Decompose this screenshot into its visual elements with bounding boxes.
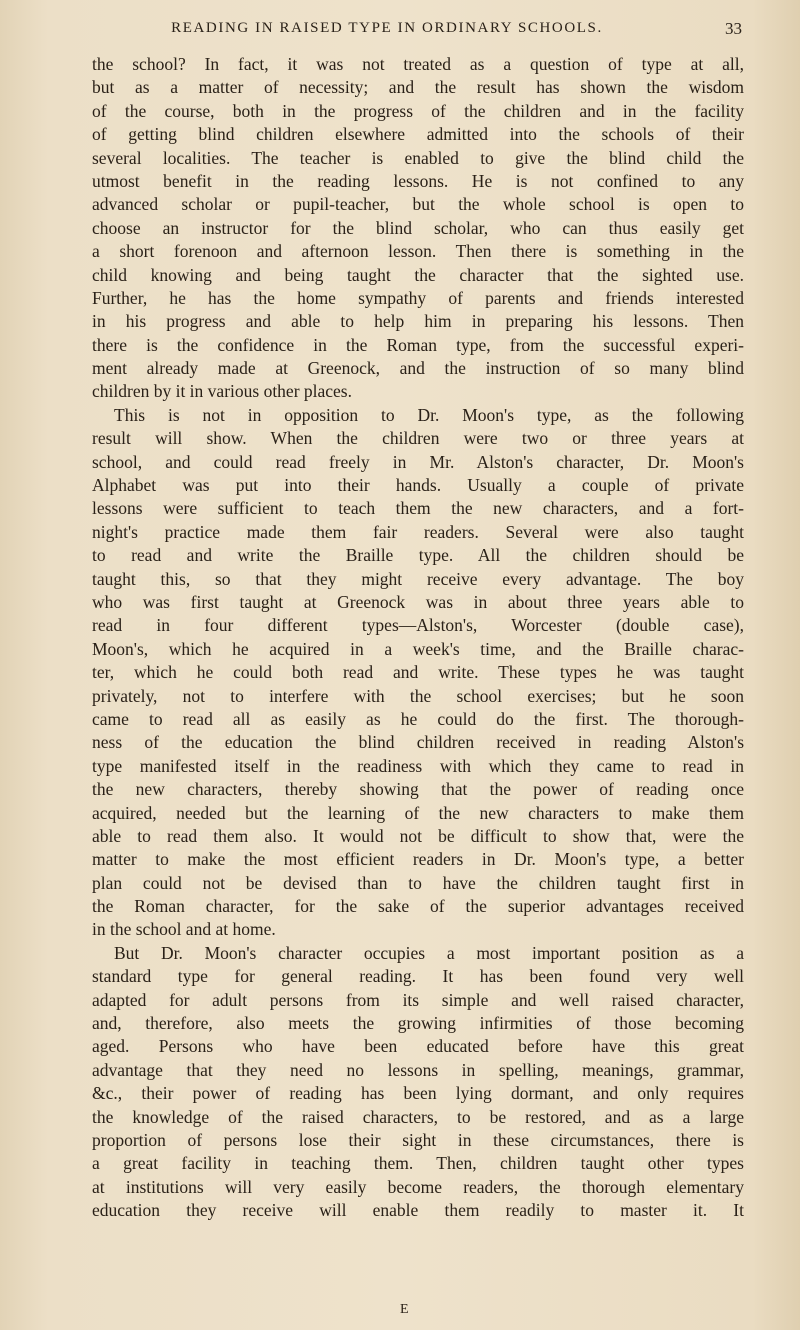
text-line: children by it in various other places.	[92, 381, 352, 402]
text-line: proportion of persons lose their sight in these circumstances, there is	[92, 1129, 744, 1150]
text-line: read in four different types—Alston's, Worcester (double case),	[92, 615, 744, 636]
text-line: the Roman character, for the sake of the superior advantages received	[92, 896, 744, 917]
text-line: education they receive will enable them readily to master it. It	[92, 1200, 744, 1221]
text-line: several localities. The teacher is enabled to give the blind child the	[92, 147, 744, 168]
text-line: able to read them also. It would not be difficult to show that, were the	[92, 825, 744, 846]
text-line: adapted for adult persons from its simple and well raised character,	[92, 989, 744, 1010]
text-line: night's practice made them fair readers. Several were also taught	[92, 521, 744, 542]
text-line: ness of the education the blind children received in reading Alston's	[92, 732, 744, 753]
text-line: advantage that they need no lessons in spelling, meanings, grammar,	[92, 1059, 744, 1080]
text-line: of the course, both in the progress of the children and in the facility	[92, 100, 744, 121]
text-line: taught this, so that they might receive every advantage. The boy	[92, 568, 744, 589]
text-line: at institutions will very easily become readers, the thorough elementary	[92, 1176, 744, 1197]
text-line: But Dr. Moon's character occupies a most important position as a	[114, 942, 744, 963]
text-line: to read and write the Braille type. All the children should be	[92, 545, 744, 566]
text-line: the school? In fact, it was not treated as a question of type at all,	[92, 54, 744, 74]
text-line: utmost benefit in the reading lessons. He is not confined to any	[92, 170, 744, 191]
running-head: READING IN RAISED TYPE IN ORDINARY SCHOOLS.	[171, 20, 603, 36]
text-line: and, therefore, also meets the growing infirmities of those becoming	[92, 1013, 744, 1034]
text-line: came to read all as easily as he could do the first. The thorough-	[92, 708, 744, 729]
text-line: standard type for general reading. It has been found very well	[92, 966, 744, 987]
text-line: Moon's, which he acquired in a week's time, and the Braille charac-	[92, 638, 744, 659]
text-line: type manifested itself in the readiness with which they came to read in	[92, 755, 744, 776]
text-line: acquired, needed but the learning of the new characters to make them	[92, 802, 744, 823]
page-header	[92, 20, 742, 46]
text-line: Alphabet was put into their hands. Usually a couple of private	[92, 475, 744, 496]
body-text	[92, 53, 744, 1223]
text-line: but as a matter of necessity; and the result has shown the wisdom	[92, 77, 744, 98]
text-line: the new characters, thereby showing that the power of reading once	[92, 779, 744, 800]
page-number: 33	[725, 19, 742, 38]
text-line: privately, not to interfere with the school exercises; but he soon	[92, 685, 744, 706]
text-line: school, and could read freely in Mr. Alston's character, Dr. Moon's	[92, 451, 744, 472]
text-line: choose an instructor for the blind scholar, who can thus easily get	[92, 217, 744, 238]
text-line: of getting blind children elsewhere admitted into the schools of their	[92, 124, 744, 145]
text-line: there is the confidence in the Roman type, from the successful experi-	[92, 334, 744, 355]
text-line: child knowing and being taught the character that the sighted use.	[92, 264, 744, 285]
text-line: matter to make the most efficient readers in Dr. Moon's type, a better	[92, 849, 744, 870]
text-line: This is not in opposition to Dr. Moon's type, as the following	[114, 404, 744, 425]
text-line: in his progress and able to help him in preparing his lessons. Then	[92, 311, 744, 332]
text-line: &c., their power of reading has been lying dormant, and only requires	[92, 1083, 744, 1104]
text-line: Further, he has the home sympathy of parents and friends interested	[92, 287, 744, 308]
text-line: who was first taught at Greenock was in about three years able to	[92, 591, 744, 612]
text-line: the knowledge of the raised characters, to be restored, and as a large	[92, 1106, 744, 1127]
text-line: plan could not be devised than to have the children taught first in	[92, 872, 744, 893]
text-line: ment already made at Greenock, and the instruction of so many blind	[92, 358, 744, 379]
text-line: lessons were sufficient to teach them the new characters, and a fort-	[92, 498, 744, 519]
text-line: aged. Persons who have been educated before have this great	[92, 1036, 744, 1057]
text-line: in the school and at home.	[92, 919, 276, 940]
signature-mark: E	[400, 1302, 409, 1317]
text-line: advanced scholar or pupil-teacher, but the whole school is open to	[92, 194, 744, 215]
text-line: result will show. When the children were two or three years at	[92, 428, 744, 449]
text-line: a short forenoon and afternoon lesson. Then there is something in the	[92, 241, 744, 262]
text-line: ter, which he could both read and write. These types he was taught	[92, 662, 744, 683]
text-line: a great facility in teaching them. Then, children taught other types	[92, 1153, 744, 1174]
